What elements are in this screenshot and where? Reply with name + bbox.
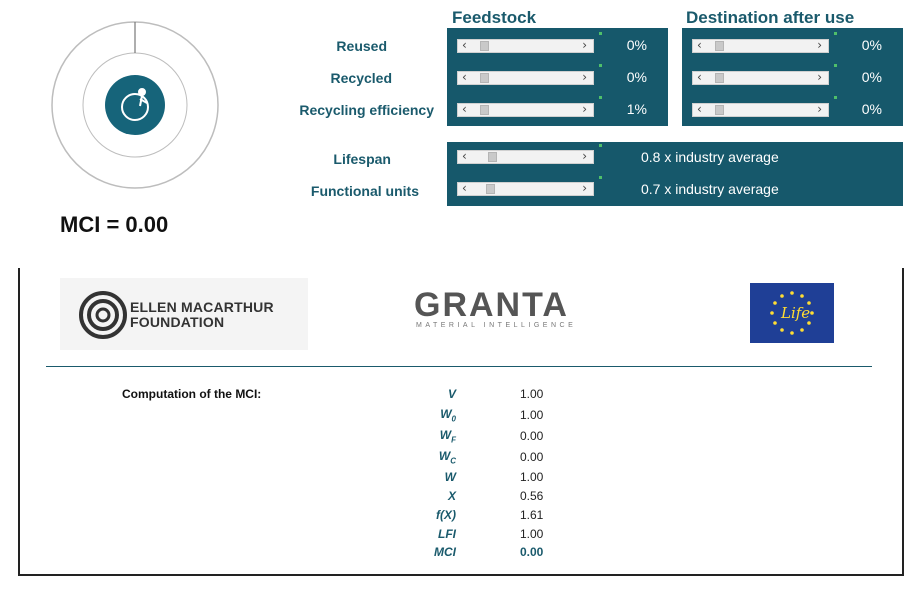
arrow-right-icon[interactable]: › bbox=[817, 102, 822, 116]
report-border bbox=[18, 574, 904, 576]
feedstock-reused-value: 0% bbox=[626, 37, 647, 53]
label-functional-units: Functional units bbox=[310, 183, 419, 199]
slider-indicator bbox=[599, 144, 602, 147]
arrow-left-icon[interactable]: ‹ bbox=[697, 38, 702, 52]
slider-thumb[interactable] bbox=[486, 184, 495, 194]
value-wc: 0.00 bbox=[520, 450, 544, 464]
feedstock-recycled-slider[interactable] bbox=[457, 71, 594, 85]
slider-indicator bbox=[599, 96, 602, 99]
report-border bbox=[902, 268, 904, 576]
arrow-right-icon[interactable]: › bbox=[817, 70, 822, 84]
value-fx: 1.61 bbox=[520, 508, 544, 522]
granta-logo: GRANTA bbox=[414, 286, 569, 324]
value-wf: 0.00 bbox=[520, 429, 544, 443]
feedstock-efficiency-value: 1% bbox=[626, 101, 647, 117]
slider-thumb[interactable] bbox=[480, 73, 489, 83]
destination-reused-slider[interactable] bbox=[692, 39, 829, 53]
arrow-left-icon[interactable]: ‹ bbox=[462, 181, 467, 195]
arrow-right-icon[interactable]: › bbox=[582, 38, 587, 52]
var-v: V bbox=[447, 387, 456, 401]
arrow-left-icon[interactable]: ‹ bbox=[462, 70, 467, 84]
slider-thumb[interactable] bbox=[715, 41, 724, 51]
slider-thumb[interactable] bbox=[480, 105, 489, 115]
var-w0: $W_0$ bbox=[440, 407, 456, 424]
slider-indicator bbox=[834, 64, 837, 67]
label-lifespan: Lifespan bbox=[333, 151, 391, 167]
destination-efficiency-slider[interactable] bbox=[692, 103, 829, 117]
var-lfi: LFI bbox=[438, 527, 456, 541]
destination-efficiency-value: 0% bbox=[861, 101, 882, 117]
slider-indicator bbox=[599, 64, 602, 67]
slider-indicator bbox=[834, 32, 837, 35]
emf-line2: FOUNDATION bbox=[130, 314, 225, 330]
arrow-right-icon[interactable]: › bbox=[582, 102, 587, 116]
eu-life-logo bbox=[750, 283, 834, 343]
destination-panel bbox=[682, 28, 903, 126]
emf-rings-icon bbox=[78, 290, 128, 340]
var-fx: f(X) bbox=[436, 508, 456, 522]
functional-units-slider[interactable] bbox=[457, 182, 594, 196]
arrow-left-icon[interactable]: ‹ bbox=[462, 149, 467, 163]
value-mci: 0.00 bbox=[520, 545, 544, 559]
functional-units-value: 0.7 x industry average bbox=[641, 181, 779, 197]
var-mci: MCI bbox=[434, 545, 456, 559]
feedstock-reused-slider[interactable] bbox=[457, 39, 594, 53]
slider-thumb[interactable] bbox=[488, 152, 497, 162]
value-w0: 1.00 bbox=[520, 408, 544, 422]
destination-recycled-value: 0% bbox=[861, 69, 882, 85]
var-wf: $W_F$ bbox=[439, 428, 456, 445]
slider-thumb[interactable] bbox=[715, 73, 724, 83]
slider-indicator bbox=[834, 96, 837, 99]
slider-thumb[interactable] bbox=[715, 105, 724, 115]
arrow-left-icon[interactable]: ‹ bbox=[462, 38, 467, 52]
eu-life-text: Life bbox=[781, 304, 811, 322]
feedstock-title: Feedstock bbox=[452, 8, 537, 27]
label-recycled: Recycled bbox=[330, 70, 392, 86]
value-lfi: 1.00 bbox=[520, 527, 544, 541]
slider-thumb[interactable] bbox=[480, 41, 489, 51]
label-reused: Reused bbox=[336, 38, 387, 54]
feedstock-efficiency-slider[interactable] bbox=[457, 103, 594, 117]
destination-title: Destination after use bbox=[686, 8, 855, 27]
emf-line1: ELLEN MACARTHUR bbox=[130, 299, 274, 315]
lifespan-slider[interactable] bbox=[457, 150, 594, 164]
arrow-right-icon[interactable]: › bbox=[582, 181, 587, 195]
slider-indicator bbox=[599, 32, 602, 35]
arrow-right-icon[interactable]: › bbox=[582, 149, 587, 163]
lifespan-value: 0.8 x industry average bbox=[641, 149, 779, 165]
value-w: 1.00 bbox=[520, 470, 544, 484]
arrow-right-icon[interactable]: › bbox=[582, 70, 587, 84]
destination-recycled-slider[interactable] bbox=[692, 71, 829, 85]
report-border bbox=[18, 268, 20, 576]
report-divider bbox=[46, 366, 872, 367]
value-x: 0.56 bbox=[520, 489, 544, 503]
feedstock-panel bbox=[447, 28, 668, 126]
var-x: X bbox=[447, 489, 456, 503]
var-w: W bbox=[444, 470, 456, 484]
ellen-macarthur-logo bbox=[60, 278, 308, 350]
arrow-left-icon[interactable]: ‹ bbox=[697, 70, 702, 84]
use-panel bbox=[447, 142, 903, 206]
arrow-right-icon[interactable]: › bbox=[817, 38, 822, 52]
arrow-left-icon[interactable]: ‹ bbox=[697, 102, 702, 116]
value-v: 1.00 bbox=[520, 387, 544, 401]
arrow-left-icon[interactable]: ‹ bbox=[462, 102, 467, 116]
label-recycling-efficiency: Recycling efficiency bbox=[299, 102, 434, 118]
var-wc: $W_C$ bbox=[438, 449, 456, 466]
granta-tagline: MATERIAL INTELLIGENCE bbox=[416, 322, 577, 329]
gauge-center bbox=[105, 75, 165, 135]
feedstock-recycled-value: 0% bbox=[626, 69, 647, 85]
mci-value: MCI = 0.00 bbox=[60, 212, 169, 237]
destination-reused-value: 0% bbox=[861, 37, 882, 53]
computation-label: Computation of the MCI: bbox=[122, 387, 262, 401]
slider-indicator bbox=[599, 176, 602, 179]
